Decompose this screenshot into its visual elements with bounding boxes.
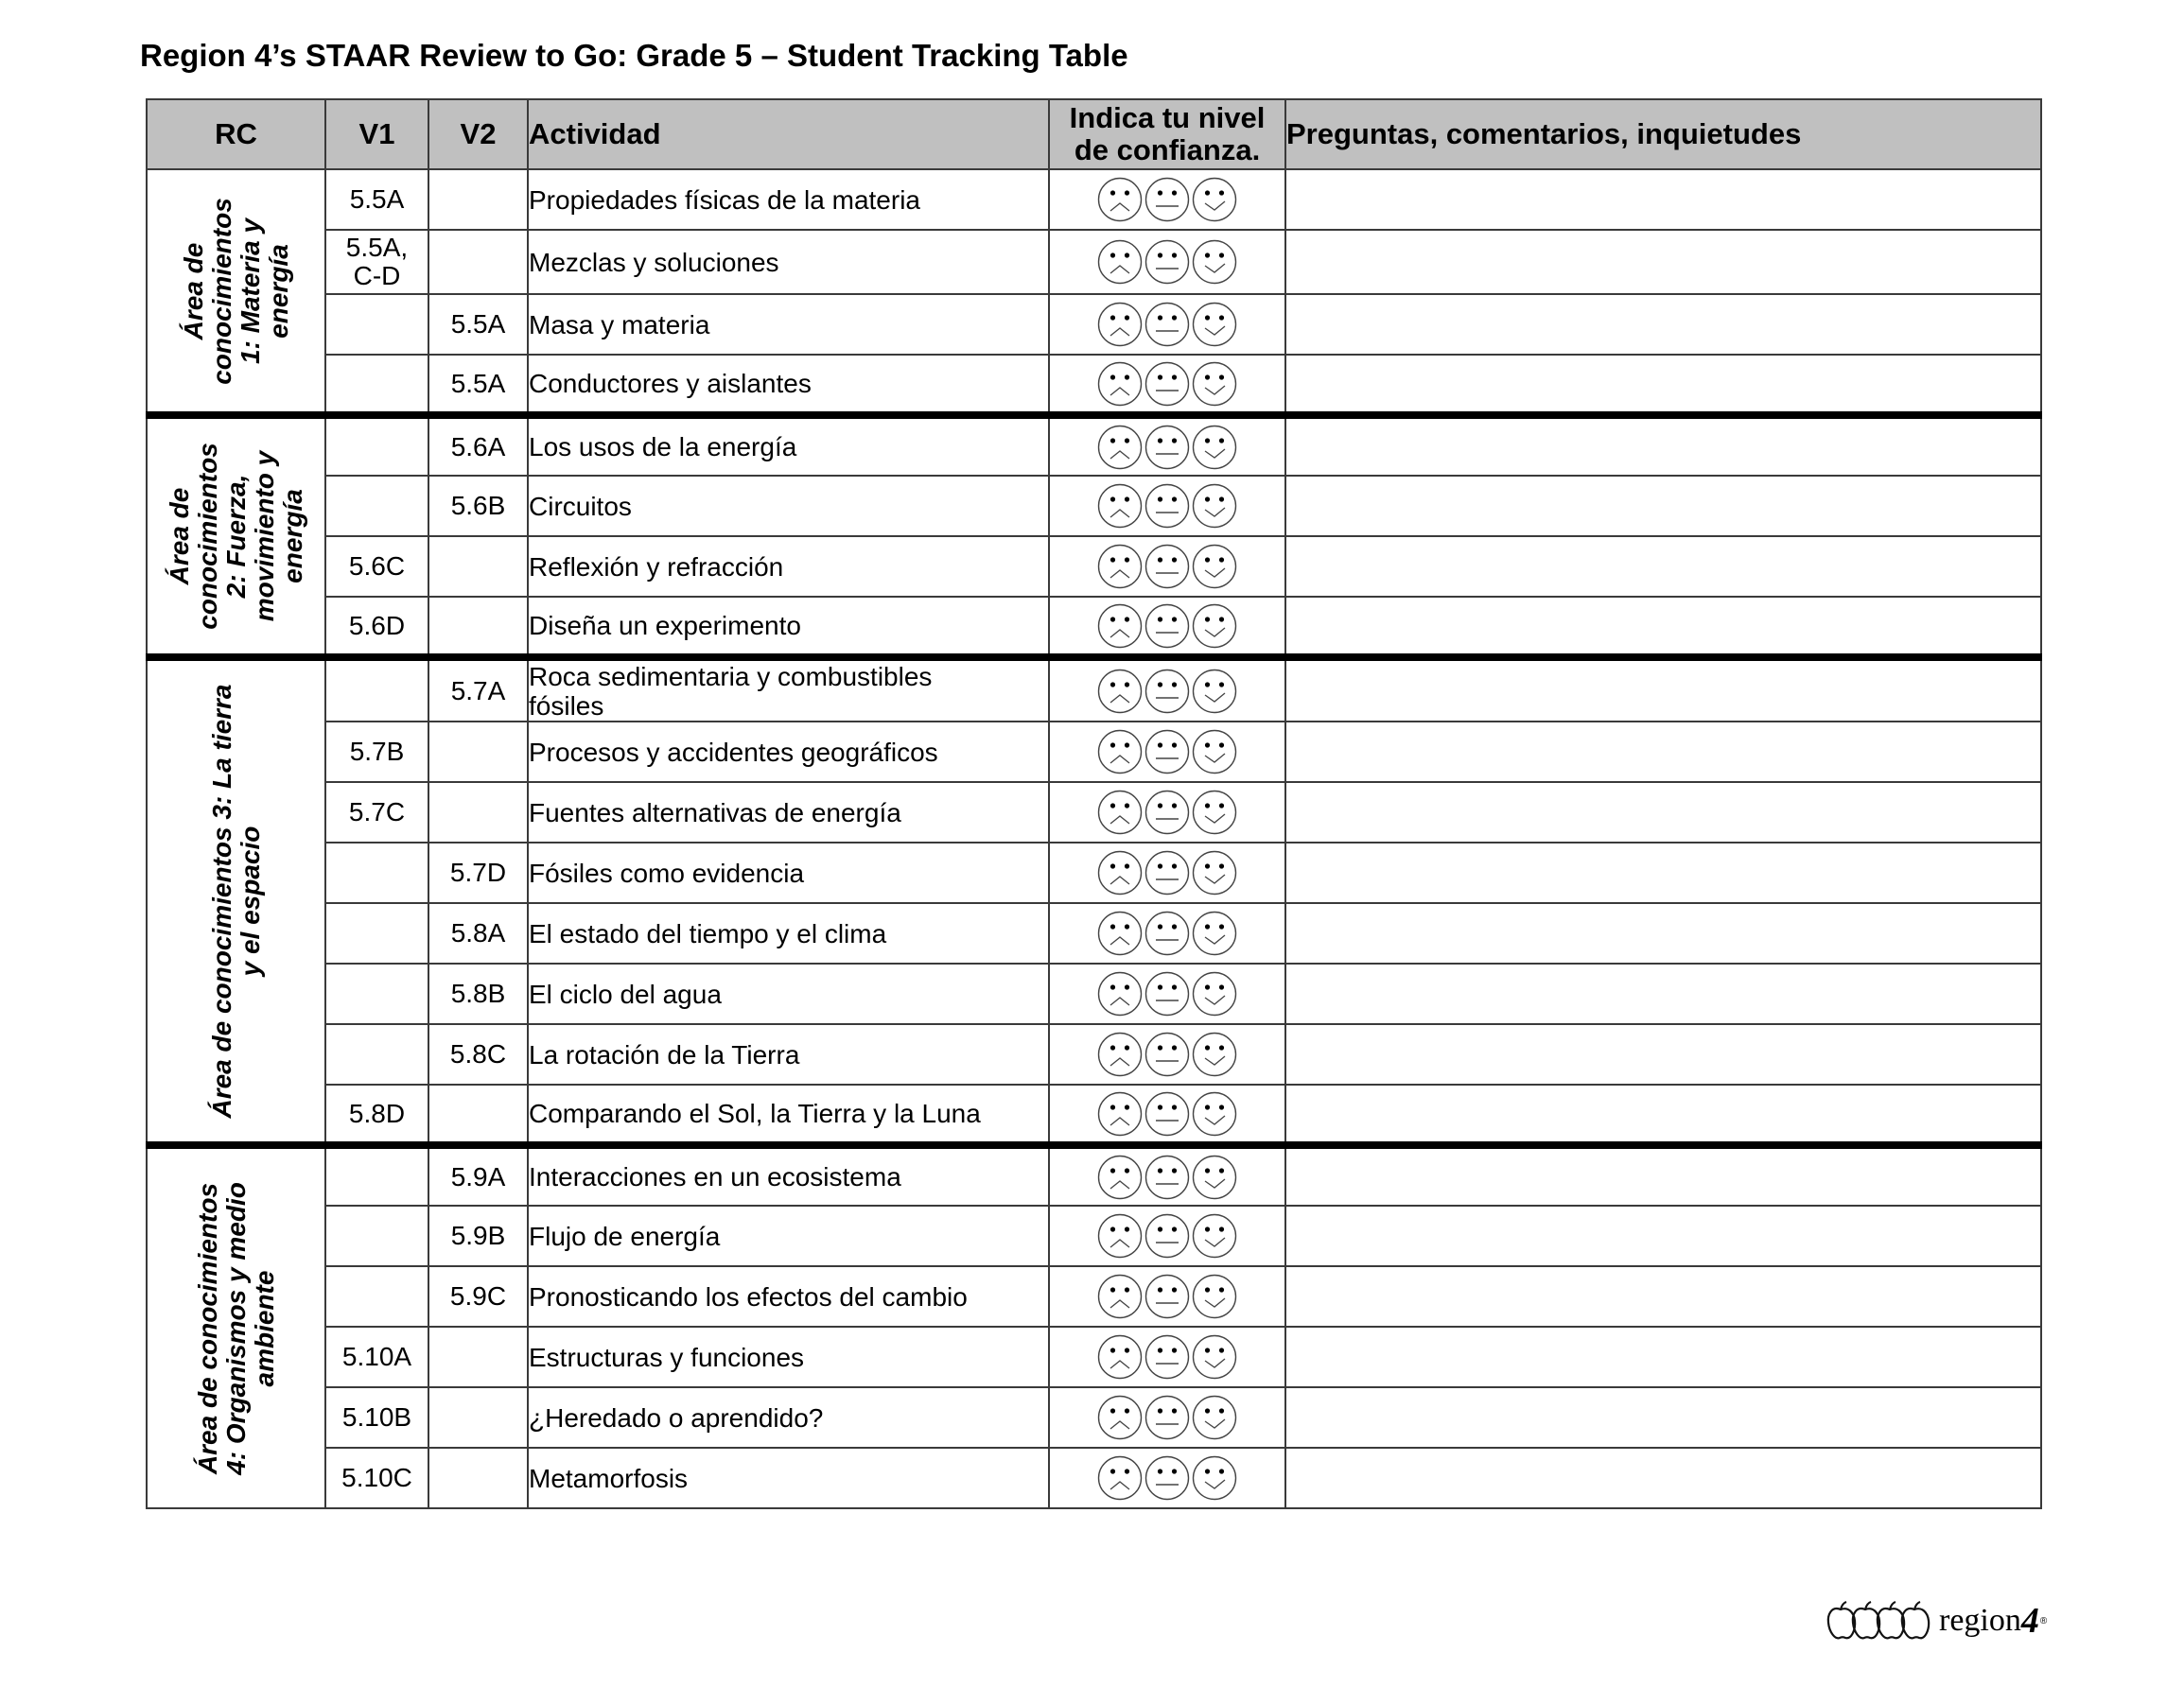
comments-cell[interactable]	[1285, 415, 2041, 476]
table-row	[147, 964, 2041, 1024]
happy-face-icon[interactable]	[1192, 177, 1237, 222]
happy-face-icon[interactable]	[1192, 850, 1237, 896]
sad-face-icon[interactable]	[1097, 177, 1143, 222]
activity-cell: Metamorfosis	[528, 1448, 1049, 1508]
confidence-faces	[1050, 1155, 1284, 1200]
comments-cell[interactable]	[1285, 1206, 2041, 1266]
confidence-cell	[1049, 355, 1285, 415]
happy-face-icon[interactable]	[1192, 1155, 1237, 1200]
v2-cell: 5.6B	[428, 476, 528, 536]
activity-cell: Pronosticando los efectos del cambio	[528, 1266, 1049, 1327]
sad-face-icon[interactable]	[1097, 603, 1143, 649]
sad-face-icon[interactable]	[1097, 1455, 1143, 1501]
sad-face-icon[interactable]	[1097, 1091, 1143, 1137]
neutral-face-icon[interactable]	[1144, 729, 1190, 774]
sad-face-icon[interactable]	[1097, 850, 1143, 896]
rc-category-label: Área de conocimientos 4: Organismos y medio ambiente	[192, 1181, 279, 1475]
activity-cell: Comparando el Sol, la Tierra y la Luna	[528, 1085, 1049, 1145]
v1-cell: 5.5A, C-D	[325, 230, 428, 294]
v1-cell	[325, 903, 428, 964]
confidence-faces	[1050, 239, 1284, 285]
comments-cell[interactable]	[1285, 722, 2041, 782]
table-row	[147, 1387, 2041, 1448]
table-row	[147, 230, 2041, 294]
table-row	[147, 476, 2041, 536]
v1-cell	[325, 657, 428, 722]
confidence-faces	[1050, 1032, 1284, 1077]
v1-cell: 5.10C	[325, 1448, 428, 1508]
confidence-faces	[1050, 361, 1284, 407]
happy-face-icon[interactable]	[1192, 911, 1237, 956]
confidence-faces	[1050, 790, 1284, 835]
activity-cell: Mezclas y soluciones	[528, 230, 1049, 294]
confidence-cell	[1049, 722, 1285, 782]
happy-face-icon[interactable]	[1192, 425, 1237, 470]
v2-cell	[428, 1327, 528, 1387]
v2-cell: 5.8C	[428, 1024, 528, 1085]
confidence-faces	[1050, 1455, 1284, 1501]
comments-cell[interactable]	[1285, 1387, 2041, 1448]
confidence-cell	[1049, 415, 1285, 476]
neutral-face-icon[interactable]	[1144, 911, 1190, 956]
confidence-cell	[1049, 903, 1285, 964]
v2-cell: 5.8A	[428, 903, 528, 964]
confidence-cell	[1049, 230, 1285, 294]
confidence-cell	[1049, 169, 1285, 230]
activity-cell: Estructuras y funciones	[528, 1327, 1049, 1387]
v1-cell: 5.5A	[325, 169, 428, 230]
table-row	[147, 903, 2041, 964]
comments-cell[interactable]	[1285, 782, 2041, 843]
confidence-cell	[1049, 1024, 1285, 1085]
confidence-faces	[1050, 544, 1284, 589]
rc-category-cell	[147, 657, 325, 1145]
sad-face-icon[interactable]	[1097, 1032, 1143, 1077]
confidence-faces	[1050, 483, 1284, 529]
activity-cell: Interacciones en un ecosistema	[528, 1145, 1049, 1206]
comments-cell[interactable]	[1285, 1024, 2041, 1085]
v2-cell	[428, 169, 528, 230]
comments-cell[interactable]	[1285, 964, 2041, 1024]
activity-cell: Reflexión y refracción	[528, 536, 1049, 597]
neutral-face-icon[interactable]	[1144, 1395, 1190, 1440]
happy-face-icon[interactable]	[1192, 790, 1237, 835]
confidence-cell	[1049, 1145, 1285, 1206]
comments-cell[interactable]	[1285, 1327, 2041, 1387]
activity-cell: Masa y materia	[528, 294, 1049, 355]
table-row	[147, 1085, 2041, 1145]
comments-cell[interactable]	[1285, 230, 2041, 294]
happy-face-icon[interactable]	[1192, 1455, 1237, 1501]
neutral-face-icon[interactable]	[1144, 177, 1190, 222]
table-row	[147, 1145, 2041, 1206]
comments-cell[interactable]	[1285, 476, 2041, 536]
sad-face-icon[interactable]	[1097, 971, 1143, 1017]
v1-cell	[325, 964, 428, 1024]
logo-number: 4	[2020, 1601, 2039, 1641]
confidence-cell	[1049, 964, 1285, 1024]
happy-face-icon[interactable]	[1192, 971, 1237, 1017]
neutral-face-icon[interactable]	[1144, 425, 1190, 470]
happy-face-icon[interactable]	[1192, 1274, 1237, 1319]
happy-face-icon[interactable]	[1192, 361, 1237, 407]
confidence-cell	[1049, 536, 1285, 597]
sad-face-icon[interactable]	[1097, 790, 1143, 835]
confidence-cell	[1049, 1448, 1285, 1508]
v1-cell: 5.7C	[325, 782, 428, 843]
activity-cell: Fósiles como evidencia	[528, 843, 1049, 903]
v2-cell	[428, 782, 528, 843]
table-row	[147, 169, 2041, 230]
activity-cell: ¿Heredado o aprendido?	[528, 1387, 1049, 1448]
v2-cell	[428, 722, 528, 782]
sad-face-icon[interactable]	[1097, 425, 1143, 470]
sad-face-icon[interactable]	[1097, 1213, 1143, 1259]
sad-face-icon[interactable]	[1097, 483, 1143, 529]
table-row	[147, 536, 2041, 597]
v2-cell: 5.5A	[428, 355, 528, 415]
v1-cell	[325, 1024, 428, 1085]
happy-face-icon[interactable]	[1192, 729, 1237, 774]
confidence-faces	[1050, 177, 1284, 222]
apples-icon	[1826, 1600, 1937, 1642]
logo-text: region	[1939, 1603, 2021, 1638]
v2-cell	[428, 230, 528, 294]
activity-cell: Fuentes alternativas de energía	[528, 782, 1049, 843]
table-row	[147, 782, 2041, 843]
v1-cell: 5.10B	[325, 1387, 428, 1448]
comments-cell[interactable]	[1285, 355, 2041, 415]
v2-cell: 5.8B	[428, 964, 528, 1024]
happy-face-icon[interactable]	[1192, 483, 1237, 529]
rc-category-cell	[147, 169, 325, 415]
neutral-face-icon[interactable]	[1144, 971, 1190, 1017]
confidence-faces	[1050, 729, 1284, 774]
rc-category-label: Área de conocimientos 2: Fuerza, movimiento y energía	[164, 443, 307, 630]
sad-face-icon[interactable]	[1097, 361, 1143, 407]
confidence-cell	[1049, 657, 1285, 722]
column-header-confidence: Indica tu nivel de confianza.	[1049, 99, 1285, 169]
v1-cell	[325, 476, 428, 536]
v1-cell: 5.10A	[325, 1327, 428, 1387]
v2-cell: 5.5A	[428, 294, 528, 355]
neutral-face-icon[interactable]	[1144, 1091, 1190, 1137]
neutral-face-icon[interactable]	[1144, 483, 1190, 529]
confidence-faces	[1050, 669, 1284, 714]
table-row	[147, 355, 2041, 415]
confidence-faces	[1050, 850, 1284, 896]
happy-face-icon[interactable]	[1192, 239, 1237, 285]
neutral-face-icon[interactable]	[1144, 603, 1190, 649]
comments-cell[interactable]	[1285, 843, 2041, 903]
activity-cell: Flujo de energía	[528, 1206, 1049, 1266]
neutral-face-icon[interactable]	[1144, 1334, 1190, 1380]
table-row	[147, 597, 2041, 657]
comments-cell[interactable]	[1285, 536, 2041, 597]
activity-cell: Propiedades físicas de la materia	[528, 169, 1049, 230]
sad-face-icon[interactable]	[1097, 1155, 1143, 1200]
confidence-faces	[1050, 425, 1284, 470]
activity-cell: El ciclo del agua	[528, 964, 1049, 1024]
column-header-questions: Preguntas, comentarios, inquietudes	[1285, 99, 2041, 169]
happy-face-icon[interactable]	[1192, 1395, 1237, 1440]
confidence-cell	[1049, 1327, 1285, 1387]
happy-face-icon[interactable]	[1192, 1334, 1237, 1380]
sad-face-icon[interactable]	[1097, 239, 1143, 285]
v1-cell	[325, 843, 428, 903]
confidence-cell	[1049, 1085, 1285, 1145]
v1-cell: 5.8D	[325, 1085, 428, 1145]
sad-face-icon[interactable]	[1097, 1274, 1143, 1319]
activity-cell: Diseña un experimento	[528, 597, 1049, 657]
confidence-cell	[1049, 843, 1285, 903]
v1-cell: 5.7B	[325, 722, 428, 782]
activity-cell: La rotación de la Tierra	[528, 1024, 1049, 1085]
activity-cell: Procesos y accidentes geográficos	[528, 722, 1049, 782]
confidence-faces	[1050, 971, 1284, 1017]
table-row	[147, 1206, 2041, 1266]
table-row	[147, 1266, 2041, 1327]
registered-mark: ®	[2039, 1615, 2048, 1626]
confidence-faces	[1050, 302, 1284, 347]
v1-cell	[325, 1266, 428, 1327]
rc-category-label: Área de conocimientos 1: Materia y energía	[178, 197, 293, 385]
sad-face-icon[interactable]	[1097, 544, 1143, 589]
confidence-faces	[1050, 1395, 1284, 1440]
neutral-face-icon[interactable]	[1144, 239, 1190, 285]
neutral-face-icon[interactable]	[1144, 361, 1190, 407]
column-header-v1: V1	[325, 99, 428, 169]
comments-cell[interactable]	[1285, 1085, 2041, 1145]
happy-face-icon[interactable]	[1192, 603, 1237, 649]
confidence-faces	[1050, 911, 1284, 956]
sad-face-icon[interactable]	[1097, 729, 1143, 774]
sad-face-icon[interactable]	[1097, 302, 1143, 347]
neutral-face-icon[interactable]	[1144, 544, 1190, 589]
v2-cell: 5.9B	[428, 1206, 528, 1266]
student-tracking-table	[146, 98, 2042, 1509]
v2-cell	[428, 536, 528, 597]
happy-face-icon[interactable]	[1192, 1032, 1237, 1077]
comments-cell[interactable]	[1285, 1266, 2041, 1327]
sad-face-icon[interactable]	[1097, 669, 1143, 714]
v2-cell: 5.9C	[428, 1266, 528, 1327]
v1-cell	[325, 355, 428, 415]
rc-category-cell	[147, 1145, 325, 1508]
activity-cell: Los usos de la energía	[528, 415, 1049, 476]
table-row	[147, 1448, 2041, 1508]
table-row	[147, 722, 2041, 782]
activity-cell: Roca sedimentaria y combustibles fósiles	[528, 657, 1049, 722]
v1-cell	[325, 1206, 428, 1266]
neutral-face-icon[interactable]	[1144, 1213, 1190, 1259]
table-row	[147, 1024, 2041, 1085]
neutral-face-icon[interactable]	[1144, 1455, 1190, 1501]
neutral-face-icon[interactable]	[1144, 1032, 1190, 1077]
happy-face-icon[interactable]	[1192, 1091, 1237, 1137]
page-title: Region 4’s STAAR Review to Go: Grade 5 – Student Tracking Table	[140, 38, 1128, 73]
table-row	[147, 657, 2041, 722]
rc-category-cell	[147, 415, 325, 657]
comments-cell[interactable]	[1285, 903, 2041, 964]
table-row	[147, 294, 2041, 355]
neutral-face-icon[interactable]	[1144, 1274, 1190, 1319]
confidence-faces	[1050, 1091, 1284, 1137]
confidence-faces	[1050, 1274, 1284, 1319]
confidence-cell	[1049, 476, 1285, 536]
neutral-face-icon[interactable]	[1144, 850, 1190, 896]
table-row	[147, 1327, 2041, 1387]
table-row	[147, 415, 2041, 476]
column-header-v2: V2	[428, 99, 528, 169]
happy-face-icon[interactable]	[1192, 1213, 1237, 1259]
v2-cell	[428, 1448, 528, 1508]
confidence-cell	[1049, 294, 1285, 355]
v1-cell: 5.6D	[325, 597, 428, 657]
neutral-face-icon[interactable]	[1144, 1155, 1190, 1200]
activity-cell: Circuitos	[528, 476, 1049, 536]
v2-cell: 5.7A	[428, 657, 528, 722]
comments-cell[interactable]	[1285, 1145, 2041, 1206]
v2-cell: 5.9A	[428, 1145, 528, 1206]
activity-cell: Conductores y aislantes	[528, 355, 1049, 415]
activity-cell: El estado del tiempo y el clima	[528, 903, 1049, 964]
v2-cell	[428, 597, 528, 657]
table-header-row	[147, 99, 2041, 169]
v1-cell	[325, 415, 428, 476]
comments-cell[interactable]	[1285, 294, 2041, 355]
happy-face-icon[interactable]	[1192, 669, 1237, 714]
happy-face-icon[interactable]	[1192, 544, 1237, 589]
comments-cell[interactable]	[1285, 1448, 2041, 1508]
column-header-rc: RC	[147, 99, 325, 169]
v2-cell	[428, 1085, 528, 1145]
rc-category-label: Área de conocimientos 3: La tierra y el espacio	[206, 684, 265, 1119]
region4-logo	[1826, 1600, 2047, 1642]
sad-face-icon[interactable]	[1097, 1395, 1143, 1440]
comments-cell[interactable]	[1285, 169, 2041, 230]
v1-cell: 5.6C	[325, 536, 428, 597]
neutral-face-icon[interactable]	[1144, 302, 1190, 347]
confidence-cell	[1049, 597, 1285, 657]
confidence-cell	[1049, 782, 1285, 843]
happy-face-icon[interactable]	[1192, 302, 1237, 347]
neutral-face-icon[interactable]	[1144, 790, 1190, 835]
v1-cell	[325, 1145, 428, 1206]
v2-cell: 5.6A	[428, 415, 528, 476]
confidence-cell	[1049, 1387, 1285, 1448]
comments-cell[interactable]	[1285, 597, 2041, 657]
v1-cell	[325, 294, 428, 355]
confidence-faces	[1050, 1334, 1284, 1380]
confidence-faces	[1050, 603, 1284, 649]
confidence-cell	[1049, 1266, 1285, 1327]
confidence-faces	[1050, 1213, 1284, 1259]
column-header-activity: Actividad	[528, 99, 1049, 169]
confidence-cell	[1049, 1206, 1285, 1266]
neutral-face-icon[interactable]	[1144, 669, 1190, 714]
v2-cell: 5.7D	[428, 843, 528, 903]
table-row	[147, 843, 2041, 903]
sad-face-icon[interactable]	[1097, 1334, 1143, 1380]
comments-cell[interactable]	[1285, 657, 2041, 722]
sad-face-icon[interactable]	[1097, 911, 1143, 956]
v2-cell	[428, 1387, 528, 1448]
